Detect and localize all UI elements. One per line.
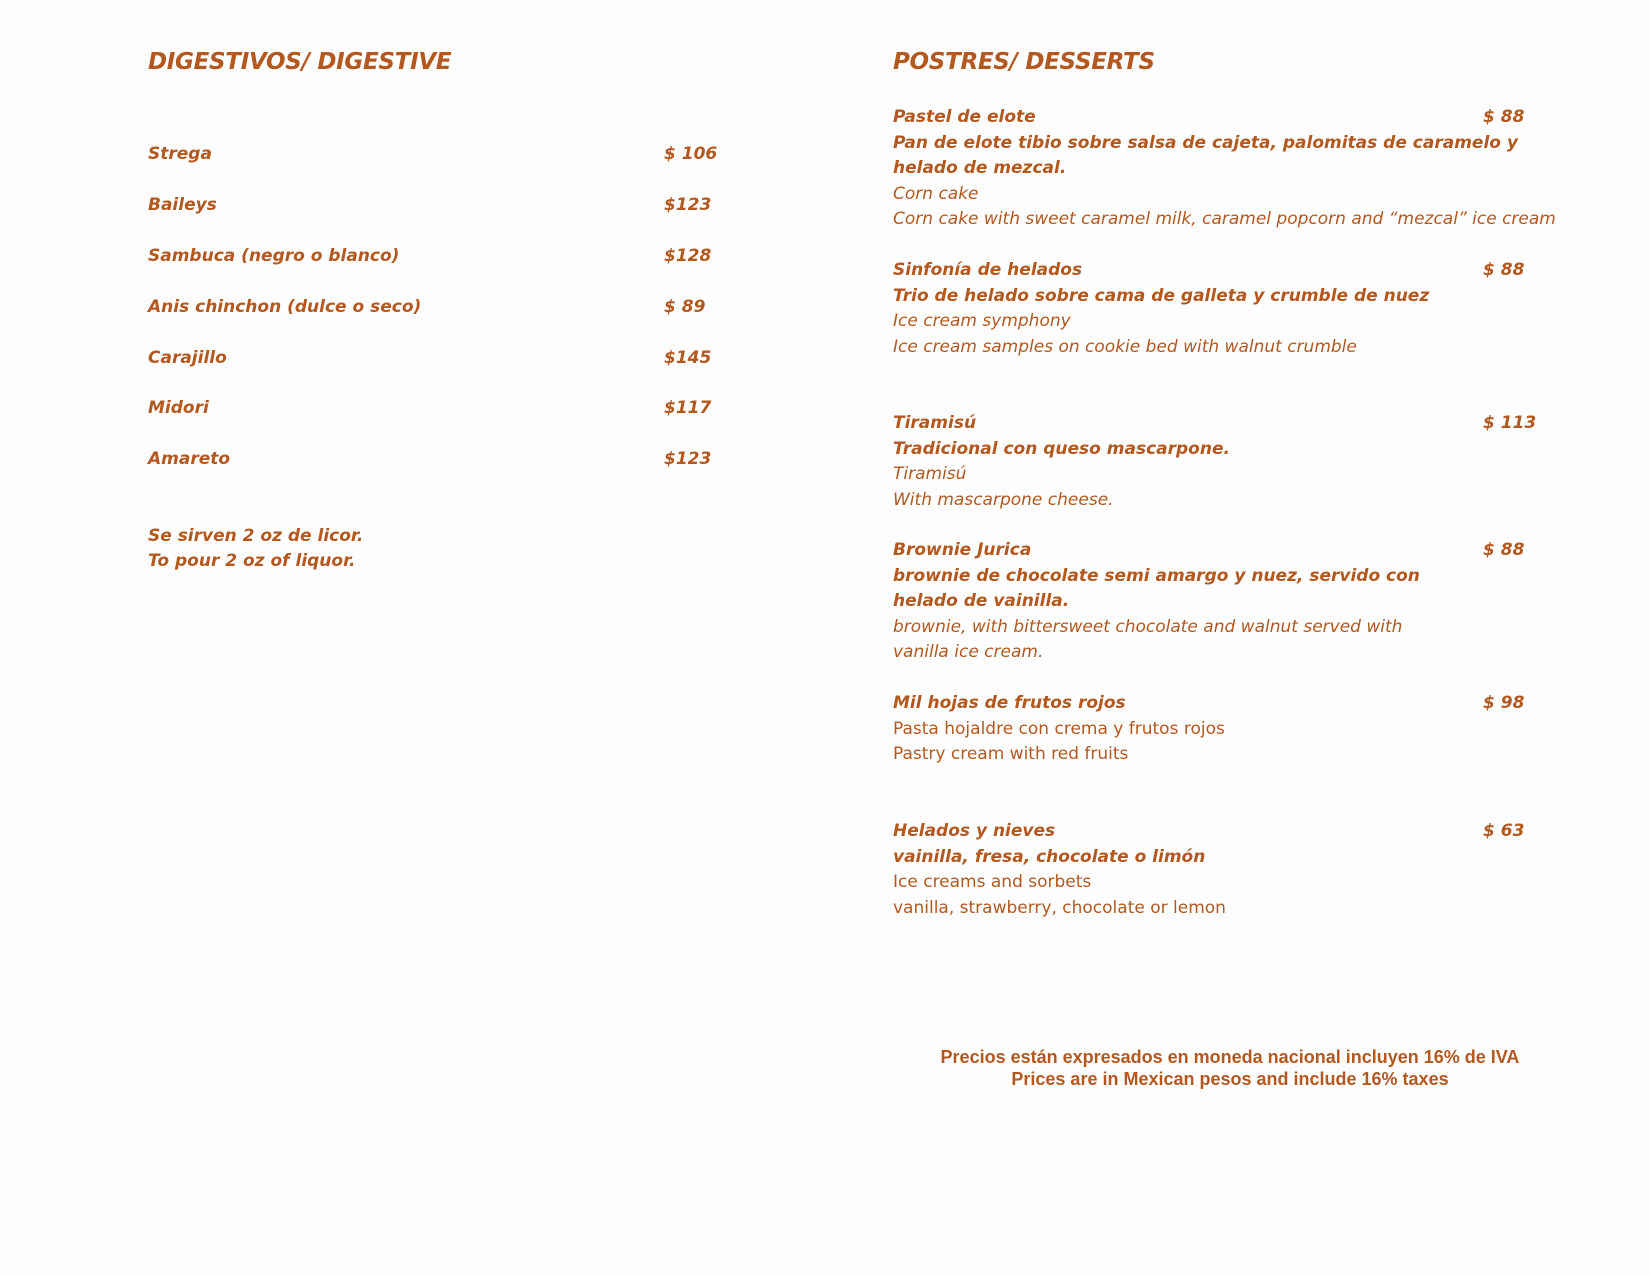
digestivo-name: Anis chinchon (dulce o seco) — [148, 297, 422, 317]
dessert-desc-en: With mascarpone cheese. — [893, 489, 1114, 510]
dessert-name: Brownie Jurica — [893, 540, 1032, 560]
dessert-price: $ 88 — [1483, 540, 1525, 560]
digestivo-price: $123 — [664, 449, 712, 469]
digestivo-name: Sambuca (negro o blanco) — [148, 246, 400, 266]
dessert-price: $ 88 — [1483, 107, 1525, 127]
dessert-item-brownie-jurica — [893, 538, 1563, 666]
dessert-name-en: Corn cake — [893, 183, 979, 204]
digestivo-name: Carajillo — [148, 348, 227, 368]
dessert-name-en: Tiramisú — [893, 464, 967, 484]
dessert-desc-en: Corn cake with sweet caramel milk, caramel popcorn and “mezcal” ice cream — [893, 209, 1556, 229]
dessert-name: Sinfonía de helados — [893, 260, 1083, 280]
pour-note-es: Se sirven 2 oz de licor. — [148, 526, 364, 546]
dessert-price: $ 63 — [1483, 821, 1525, 841]
dessert-price: $ 98 — [1483, 693, 1525, 713]
dessert-name-en: Ice creams and sorbets — [893, 872, 1092, 892]
dessert-desc-es: brownie de chocolate semi amargo y nuez, servido con helado de vainilla. — [893, 565, 1420, 611]
digestivo-name: Baileys — [148, 195, 217, 215]
digestivo-item-strega — [148, 141, 728, 167]
postres-title: POSTRES/ DESSERTS — [893, 49, 1155, 75]
dessert-name: Tiramisú — [893, 413, 977, 433]
digestivos-title: DIGESTIVOS/ DIGESTIVE — [148, 49, 452, 75]
digestivo-item-baileys — [148, 192, 728, 218]
dessert-desc-es: vainilla, fresa, chocolate o limón — [893, 846, 1206, 867]
dessert-desc-en: vanilla, strawberry, chocolate or lemon — [893, 897, 1226, 918]
dessert-price: $ 88 — [1483, 260, 1525, 280]
dessert-price: $ 113 — [1483, 413, 1537, 433]
dessert-item-sinfonia-de-helados — [893, 258, 1563, 360]
digestivo-item-carajillo — [148, 345, 728, 371]
dessert-desc-en: brownie, with bittersweet chocolate and walnut served with — [893, 616, 1403, 637]
dessert-desc-en: Pastry cream with red fruits — [893, 744, 1129, 764]
tax-notice-en: Prices are in Mexican pesos and include 16% taxes — [1011, 1069, 1449, 1089]
dessert-item-tiramisu — [893, 411, 1563, 513]
tax-notice-es: Precios están expresados en moneda nacional incluyen 16% de IVA — [940, 1047, 1520, 1067]
digestivo-price: $117 — [664, 398, 712, 418]
pour-note — [148, 524, 363, 574]
digestivo-name: Strega — [148, 144, 212, 164]
dessert-desc-en-cont: vanilla ice cream. — [893, 642, 1044, 662]
tax-notice — [900, 1046, 1560, 1090]
digestivo-name: Amareto — [148, 449, 231, 469]
digestivo-price: $123 — [664, 195, 712, 215]
digestivo-item-anis-chinchon — [148, 294, 728, 320]
dessert-name: Helados y nieves — [893, 821, 1056, 841]
dessert-desc-es: Pan de elote tibio sobre salsa de cajeta, palomitas de caramelo y helado de mezcal. — [893, 132, 1518, 178]
dessert-desc-en: Ice cream samples on cookie bed with walnut crumble — [893, 336, 1357, 357]
dessert-item-helados-y-nieves — [893, 819, 1563, 921]
digestivo-price: $ 89 — [664, 297, 706, 317]
dessert-desc-es: Trio de helado sobre cama de galleta y crumble de nuez — [893, 285, 1430, 306]
dessert-desc-es: Pasta hojaldre con crema y frutos rojos — [893, 718, 1225, 739]
digestivo-price: $145 — [664, 348, 712, 368]
digestivo-item-sambuca — [148, 243, 728, 269]
pour-note-en: To pour 2 oz of liquor. — [148, 551, 356, 571]
digestivo-name: Midori — [148, 398, 209, 418]
dessert-item-pastel-de-elote — [893, 105, 1563, 233]
digestivo-item-midori — [148, 395, 728, 421]
digestivo-price: $ 106 — [664, 144, 718, 164]
digestivo-price: $128 — [664, 246, 712, 266]
dessert-item-mil-hojas — [893, 691, 1563, 768]
dessert-desc-es: Tradicional con queso mascarpone. — [893, 438, 1230, 459]
dessert-name-en: Ice cream symphony — [893, 311, 1071, 331]
dessert-name: Mil hojas de frutos rojos — [893, 693, 1126, 713]
dessert-name: Pastel de elote — [893, 107, 1036, 127]
digestivo-item-amareto — [148, 446, 728, 472]
